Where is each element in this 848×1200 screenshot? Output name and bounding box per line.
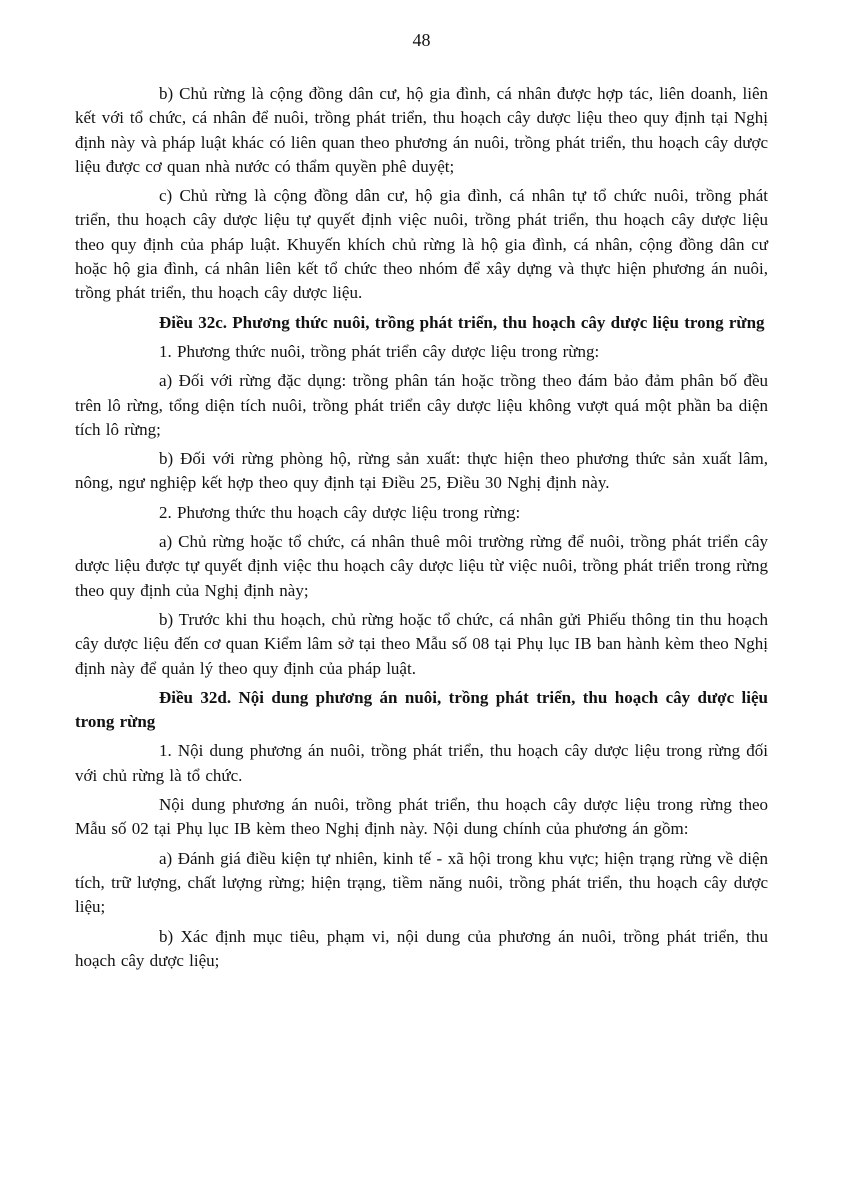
paragraph-clause1-point-a-article32c: a) Đối với rừng đặc dụng: trồng phân tán hoặc trồng theo đám bảo đảm phân bố đều trên lô rừng, tổng diện tích nuôi, trồng phát triển cây dược liệu không vượt quá một phần ba diện tích lô rừng;	[75, 371, 768, 439]
paragraph-clause2-point-b-article32c: b) Trước khi thu hoạch, chủ rừng hoặc tổ chức, cá nhân gửi Phiếu thông tin thu hoạch cây dược liệu đến cơ quan Kiểm lâm sở tại theo Mẫu số 08 tại Phụ lục IB ban hành kèm theo Nghị định này để quản lý theo quy định của pháp luật.	[75, 609, 768, 678]
paragraph-clause1-point-b-article32d: b) Xác định mục tiêu, phạm vi, nội dung của phương án nuôi, trồng phát triển, thu hoạch cây dược liệu;	[75, 926, 768, 970]
article-32d-heading: Điều 32d. Nội dung phương án nuôi, trồng phát triển, thu hoạch cây dược liệu trong rừng	[75, 687, 768, 732]
paragraph-clause1-body-article32d: Nội dung phương án nuôi, trồng phát triển, thu hoạch cây dược liệu trong rừng theo Mẫu số 02 tại Phụ lục IB kèm theo Nghị định này. Nội dung chính của phương án gồm:	[75, 795, 768, 839]
paragraph-clause2-article32c: 2. Phương thức thu hoạch cây dược liệu trong rừng:	[159, 502, 521, 522]
paragraph-clause1-article32c: 1. Phương thức nuôi, trồng phát triển cây dược liệu trong rừng:	[159, 341, 600, 361]
article-32c-heading: Điều 32c. Phương thức nuôi, trồng phát triển, thu hoạch cây dược liệu trong rừng	[159, 312, 765, 332]
paragraph-clause2-point-a-article32c: a) Chủ rừng hoặc tổ chức, cá nhân thuê môi trường rừng để nuôi, trồng phát triển cây dược liệu được tự quyết định việc thu hoạch cây dược liệu từ việc nuôi, trồng phát triển trong rừng theo quy định của Nghị định này;	[75, 532, 768, 600]
page-number: 48	[412, 30, 431, 50]
paragraph-clause1-article32d: 1. Nội dung phương án nuôi, trồng phát triển, thu hoạch cây dược liệu trong rừng đối với chủ rừng là tổ chức.	[75, 741, 768, 785]
paragraph-point-c-article32b: c) Chủ rừng là cộng đồng dân cư, hộ gia đình, cá nhân tự tổ chức nuôi, trồng phát triển, thu hoạch cây dược liệu tự quyết định việc nuôi, trồng phát triển, thu hoạch cây dược liệu theo quy định của pháp luật. Khuyến khích chủ rừng là hộ gia đình, cá nhân, cộng đồng dân cư hoặc hộ gia đình, cá nhân liên kết tổ chức theo nhóm để xây dựng và thực hiện phương án nuôi, trồng phát triển, thu hoạch cây dược liệu.	[75, 186, 768, 303]
paragraph-point-b-article32b: b) Chủ rừng là cộng đồng dân cư, hộ gia đình, cá nhân được hợp tác, liên doanh, liên kết với tổ chức, cá nhân để nuôi, trồng phát triển, thu hoạch cây dược liệu theo quy định tại Nghị định này và pháp luật khác có liên quan theo phương án nuôi, trồng phát triển, thu hoạch cây dược liệu được cơ quan nhà nước có thẩm quyền phê duyệt;	[75, 84, 768, 176]
document-body	[75, 82, 768, 973]
paragraph-clause1-point-a-article32d: a) Đánh giá điều kiện tự nhiên, kinh tế - xã hội trong khu vực; hiện trạng rừng về diện tích, trữ lượng, chất lượng rừng; hiện trạng, tiềm năng nuôi, trồng phát triển, thu hoạch cây dược liệu;	[75, 848, 768, 917]
paragraph-clause1-point-b-article32c: b) Đối với rừng phòng hộ, rừng sản xuất: thực hiện theo phương thức sản xuất lâm, nông, ngư nghiệp kết hợp theo quy định tại Điều 25, Điều 30 Nghị định này.	[75, 449, 768, 493]
